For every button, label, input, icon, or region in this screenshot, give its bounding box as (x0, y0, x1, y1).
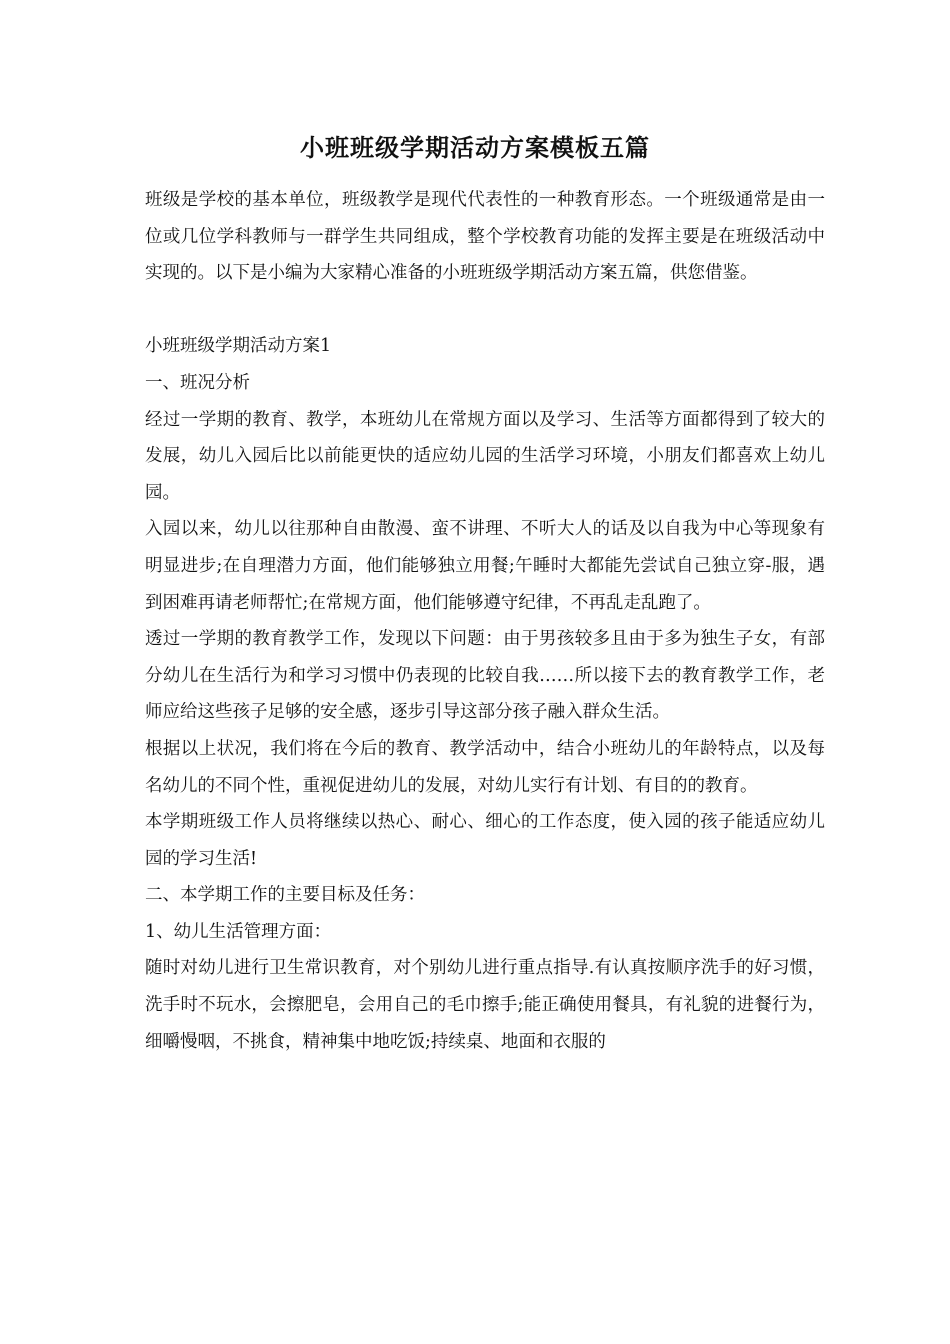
section-heading: 小班班级学期活动方案1 (145, 336, 332, 357)
body-paragraph: 根据以上状况，我们将在今后的教育、教学活动中，结合小班幼儿的年龄特点，以及每名幼儿的不同个性，重视促进幼儿的发展，对幼儿实行有计划、有目的的教育。 (145, 738, 825, 796)
part-heading: 一、班况分析 (145, 372, 250, 393)
body-paragraph: 随时对幼儿进行卫生常识教育，对个别幼儿进行重点指导.有认真按顺序洗手的好习惯，洗手时不玩水，会擦肥皂，会用自己的毛巾擦手;能正确使用餐具，有礼貌的进餐行为，细嚼慢咽，不挑食，精神集中地吃饭;持续桌、地面和衣服的 (145, 958, 825, 1052)
body-paragraph: 入园以来，幼儿以往那种自由散漫、蛮不讲理、不听大人的话及以自我为中心等现象有明显进步;在自理潜力方面，他们能够独立用餐;午睡时大都能先尝试自己独立穿-服，遇到困难再请老师帮忙;在常规方面，他们能够遵守纪律，不再乱走乱跑了。 (145, 519, 825, 613)
item-heading: 1、幼儿生活管理方面： (145, 921, 332, 942)
document-body (145, 182, 825, 1060)
body-paragraph: 经过一学期的教育、教学，本班幼儿在常规方面以及学习、生活等方面都得到了较大的发展，幼儿入园后比以前能更快的适应幼儿园的生活学习环境，小朋友们都喜欢上幼儿园。 (145, 409, 825, 503)
body-paragraph: 透过一学期的教育教学工作，发现以下问题：由于男孩较多且由于多为独生子女，有部分幼儿在生活行为和学习习惯中仍表现的比较自我……所以接下去的教育教学工作，老师应给这些孩子足够的安全感，逐步引导这部分孩子融入群众生活。 (145, 629, 825, 723)
document-title: 小班班级学期活动方案模板五篇 (300, 133, 650, 162)
blank-line (145, 292, 825, 329)
part-heading: 二、本学期工作的主要目标及任务： (145, 885, 425, 906)
intro-paragraph: 班级是学校的基本单位，班级教学是现代代表性的一种教育形态。一个班级通常是由一位或几位学科教师与一群学生共同组成，整个学校教育功能的发挥主要是在班级活动中实现的。以下是小编为大家精心准备的小班班级学期活动方案五篇，供您借鉴。 (145, 190, 825, 284)
body-paragraph: 本学期班级工作人员将继续以热心、耐心、细心的工作态度，使入园的孩子能适应幼儿园的学习生活! (145, 812, 825, 869)
